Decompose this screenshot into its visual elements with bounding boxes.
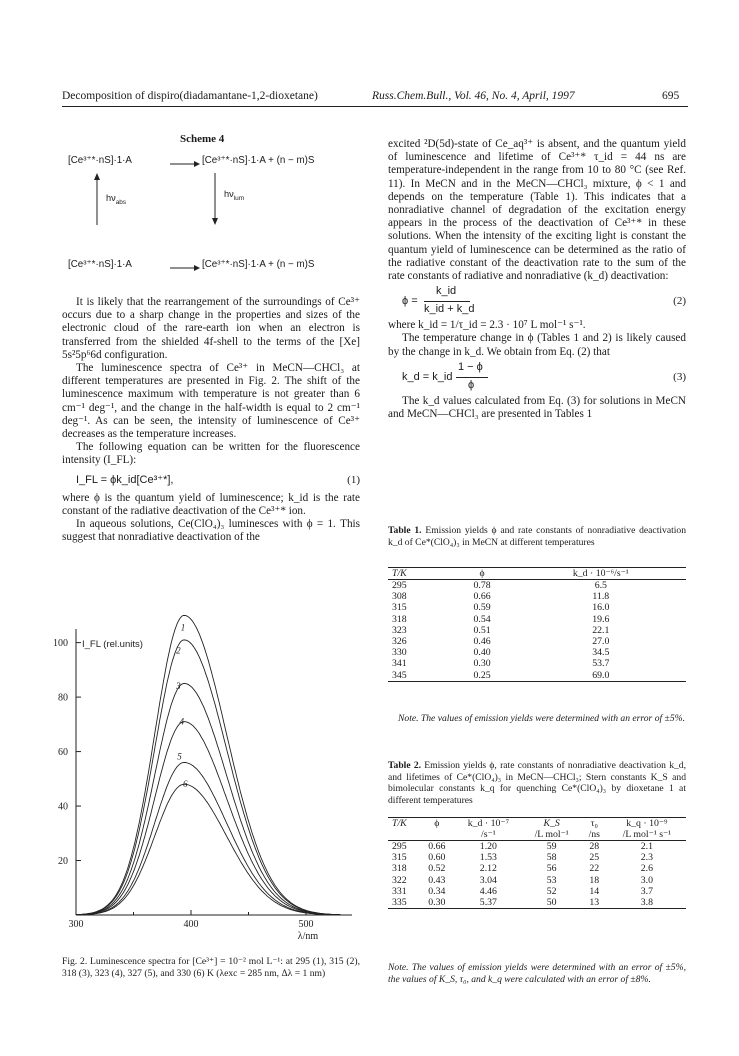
table-2-cell: 25 — [589, 852, 600, 864]
equation-3-numerator: 1 − ϕ — [458, 360, 483, 373]
table-2-subheader: /s⁻¹ — [481, 829, 496, 840]
table-2-row — [388, 852, 686, 863]
table-1-header-row — [388, 568, 686, 580]
y-tick-label: 100 — [53, 638, 68, 650]
table-2-row — [388, 841, 686, 853]
table-1-row — [388, 636, 686, 647]
table-1-cell: 0.66 — [473, 591, 491, 603]
table-1-caption — [388, 525, 686, 548]
table-2-cell: 13 — [589, 897, 600, 909]
table-2-cell: 335 — [392, 897, 407, 909]
y-axis-label: I_FL (rel.units) — [82, 639, 143, 650]
equation-1-number: (1) — [347, 473, 360, 486]
page-number: 695 — [662, 90, 680, 102]
table-2-header: T/K — [392, 818, 407, 829]
left-paragraph-2: The luminescence spectra of Ce³⁺ in MeCN—CHCl₃ at different temperatures are presented in Fig. 2. The shift of the luminescence maximum with temperature is not greater than 6 cm⁻¹ deg⁻¹, and the change in the half-width is equal to 2 cm⁻¹ deg⁻¹. As can be seen, the intensity of luminescence of Ce³⁺ decreases as the temperature increases. — [62, 362, 360, 441]
table-2-cell: 2.6 — [640, 863, 653, 875]
left-column — [62, 296, 360, 544]
table-2-header-row — [388, 818, 686, 830]
absorption-label-text: hν — [106, 193, 116, 203]
absorption-label-sub: abs — [115, 198, 127, 206]
absorption-arrow — [92, 173, 102, 225]
figure-caption: Fig. 2. Luminescence spectra for [Ce³⁺] = 10⁻² mol L⁻¹: at 295 (1), 315 (2), 318 (3), 323 (4), 327 (5), and 330 (6) K (λexc = 285 nm, Δλ = 1 nm) — [62, 956, 360, 979]
table-2-cell: 318 — [392, 863, 407, 875]
table-2-cell: 14 — [589, 885, 600, 897]
y-tick-label: 80 — [58, 692, 68, 704]
x-axis-label: λ/nm — [297, 931, 319, 942]
table-1-cell: 27.0 — [592, 636, 610, 648]
table-1-row — [388, 670, 686, 682]
scheme-top-arrow — [170, 159, 200, 169]
table-2-cell: 1.20 — [479, 841, 497, 852]
scheme-top-left: [Ce³⁺*·nS]·1·A — [68, 155, 132, 166]
table-2-subheader: /ns — [588, 829, 600, 840]
table-2-cell: 59 — [546, 841, 557, 852]
luminescence-label-text: hν — [224, 189, 234, 199]
table-2-cell: 315 — [392, 852, 407, 864]
luminescence-label-sub: lum — [233, 194, 245, 202]
table-2-row — [388, 886, 686, 897]
table-2-cell: 295 — [392, 841, 407, 852]
table-2-cell: 0.34 — [428, 885, 446, 897]
table-2-cell: 4.46 — [479, 885, 497, 897]
curve-label-6: 6 — [183, 778, 188, 789]
luminescence-chart — [30, 615, 370, 945]
table-1-row — [388, 614, 686, 625]
table-2-caption-label: Table 2. — [388, 760, 422, 771]
table-1-row — [388, 580, 686, 592]
scheme-title: Scheme 4 — [180, 133, 225, 145]
table-1-cell: 0.40 — [473, 647, 491, 659]
table-2-cell: 28 — [589, 841, 600, 852]
equation-3-number: (3) — [673, 370, 686, 383]
left-paragraph-4: where ϕ is the quantum yield of luminescence; k_id is the rate constant of the radiative deactivation of the Ce³⁺* ion. — [62, 491, 360, 517]
equation-3-denominator: ϕ — [468, 378, 475, 391]
table-1-cell: 0.46 — [473, 636, 491, 648]
table-1-cell: 308 — [392, 591, 407, 603]
table-2-cell: 0.66 — [428, 841, 446, 852]
curve-label-1: 1 — [180, 622, 186, 633]
equation-2-fraction-bar — [424, 301, 470, 302]
spectrum-curve-5 — [76, 763, 341, 915]
figure-2 — [30, 615, 370, 945]
scheme-4 — [62, 125, 372, 275]
y-tick-label: 40 — [58, 801, 68, 813]
table-1-row — [388, 647, 686, 658]
table-2-subheader — [388, 829, 419, 841]
table-1-row — [388, 602, 686, 613]
right-column — [388, 138, 686, 421]
luminescence-label — [224, 189, 245, 202]
equation-3-lhs: k_d = k_id — [402, 370, 453, 383]
y-tick-label: 20 — [58, 856, 68, 868]
table-1-header: k_d · 10⁻⁶/s⁻¹ — [572, 568, 629, 579]
equation-2 — [388, 283, 686, 319]
table-2-cell: 18 — [589, 874, 600, 886]
table-2-cell: 3.7 — [640, 885, 653, 897]
table-2-cell: 22 — [589, 863, 600, 875]
right-paragraph-1: excited ²D(5d)-state of Ce_aq³⁺ is absent, and the quantum yield of luminescence and lifetime of Ce³⁺* τ_id = 44 ns are temperature-independent in the range from 10 to 80 °C (see Ref. 11). In MeCN and in the MeCN—CHCl₃ mixture, ϕ < 1 and depends on the temperature (Table 1). This indicates that a nonradiative channel of degradation of the excitation energy appears in the process of the deactivation of Ce³⁺* in these solutions. When the intensity of the exciting light is constant the quantum yield of luminescence can be determined as the ratio of the radiative constant of the deactivation rate to the sum of the rate constants of radiative and nonradiative (k_d) deactivation: — [388, 138, 686, 283]
equation-1 — [62, 468, 360, 492]
table-1-cell: 318 — [392, 613, 407, 625]
table-2-cell: 331 — [392, 885, 407, 897]
table-2-caption — [388, 760, 686, 806]
table-1-cell: 19.6 — [592, 613, 610, 625]
table-2-cell: 5.37 — [479, 897, 497, 909]
curve-label-2: 2 — [176, 645, 181, 656]
x-tick-label: 500 — [298, 919, 314, 930]
equation-2-denominator: k_id + k_d — [424, 303, 475, 316]
table-2-note: Note. The values of emission yields were determined with an error of ±5%, the values of K_S, τ₀, and k_q were calculated with an error of ±8%. — [388, 962, 686, 985]
y-tick-label: 60 — [58, 747, 68, 759]
absorption-label — [106, 193, 127, 206]
journal-citation: Russ.Chem.Bull., Vol. 46, No. 4, April, 1997 — [372, 90, 575, 102]
spectrum-curve-4 — [76, 722, 341, 915]
table-1-cell: 0.78 — [473, 580, 491, 591]
table-2-cell: 0.43 — [428, 874, 446, 886]
table-1-cell: 330 — [392, 647, 407, 659]
table-2-cell: 56 — [546, 863, 557, 875]
table-2-row — [388, 897, 686, 909]
table-2-header: τ₀ — [590, 818, 598, 829]
table-2-header: ϕ — [434, 818, 440, 829]
table-1-cell: 11.8 — [592, 591, 610, 603]
table-2-cell: 58 — [546, 852, 557, 864]
table-1-cell: 341 — [392, 658, 407, 670]
running-head: Decomposition of dispiro(diadamantane-1,2-dioxetane) — [62, 90, 318, 102]
curve-label-5: 5 — [177, 751, 182, 762]
table-2-caption-text: Emission yields ϕ, rate constants of nonradiative deactivation k_d, and lifetimes of Ce*(ClO₄)₃ in MeCN—CHCl₃; Stern constants K_S and bimolecular constants k_q for quenching Ce*(ClO₄)₃ by dioxetane 1 at different temperatures — [388, 760, 686, 806]
table-2-header: K_S — [543, 818, 560, 829]
table-1-cell: 53.7 — [592, 658, 610, 670]
equation-2-lhs: ϕ = — [402, 295, 418, 308]
table-1-cell: 22.1 — [592, 624, 610, 636]
spectrum-curve-1 — [76, 615, 341, 914]
table-2 — [388, 817, 686, 909]
table-2-cell: 3.04 — [479, 874, 497, 886]
table-2-cell: 52 — [546, 885, 557, 897]
table-1-cell: 69.0 — [592, 669, 610, 681]
table-2-cell: 0.52 — [428, 863, 446, 875]
table-2-subheader: /L mol⁻¹ — [534, 829, 569, 840]
table-2-cell: 0.60 — [428, 852, 446, 864]
header-rule — [62, 106, 688, 107]
equation-3-fraction-bar — [456, 377, 488, 378]
x-tick-label: 400 — [183, 919, 199, 930]
table-2-header: k_d · 10⁻⁷ — [467, 818, 509, 829]
table-2-subheader — [419, 829, 454, 841]
table-1-cell: 0.59 — [473, 602, 491, 614]
curve-label-4: 4 — [179, 716, 185, 727]
table-1-caption-text: Emission yields ϕ and rate constants of nonradiative deactivation k_d of Ce*(ClO₄)₃ in MeCN at different temperatures — [388, 525, 687, 548]
table-2-subheader: /L mol⁻¹ s⁻¹ — [622, 829, 672, 840]
scheme-bottom-right: [Ce³⁺*·nS]·1·A + (n − m)S — [202, 259, 315, 270]
scheme-top-right: [Ce³⁺*·nS]·1·A + (n − m)S — [202, 155, 315, 166]
left-paragraph-5: In aqueous solutions, Ce(ClO₄)₃ luminesces with ϕ = 1. This suggest that nonradiative deactivation of the — [62, 518, 360, 544]
table-2-cell: 2.12 — [479, 863, 497, 875]
table-1-cell: 326 — [392, 636, 407, 648]
left-paragraph-3: The following equation can be written for the fluorescence intensity (I_FL): — [62, 441, 360, 467]
left-paragraph-1: It is likely that the rearrangement of the surroundings of Ce³⁺ occurs due to a sharp change in the properties and sizes of the electronic cloud of the rare-earth ion when an electron is transferred from the shielded 4f-shell to the terms of the [Xe] 5s²5p⁶6d configuration. — [62, 296, 360, 361]
right-paragraph-4: The k_d values calculated from Eq. (3) for solutions in MeCN and MeCN—CHCl₃ are presented in Tables 1 — [388, 394, 686, 421]
right-paragraph-2: where k_id = 1/τ_id = 2.3 · 10⁷ L mol⁻¹ s⁻¹. — [388, 319, 586, 332]
table-1-cell: 16.0 — [592, 602, 610, 614]
table-2-cell: 3.8 — [640, 897, 653, 909]
table-2-subheader-row — [388, 829, 686, 841]
right-paragraph-3: The temperature change in ϕ (Tables 1 and 2) is likely caused by the change in k_d. We obtain from Eq. (2) that — [388, 332, 686, 358]
table-2-row — [388, 863, 686, 874]
table-2-cell: 2.1 — [640, 841, 653, 852]
scheme-bottom-arrow — [170, 263, 200, 273]
luminescence-arrow — [210, 173, 220, 225]
equation-1-body: I_FL = ϕk_id[Ce³⁺*], — [76, 473, 174, 486]
table-2-cell: 322 — [392, 874, 407, 886]
table-2-header: k_q · 10⁻⁹ — [626, 818, 668, 829]
table-1-row — [388, 658, 686, 669]
spectrum-curve-3 — [76, 684, 341, 915]
table-1-row — [388, 591, 686, 602]
table-1-header: T/K — [392, 568, 407, 579]
table-1-cell: 0.30 — [473, 658, 491, 670]
table-1-cell: 6.5 — [594, 580, 607, 591]
table-1-cell: 0.54 — [473, 613, 491, 625]
table-1-cell: 315 — [392, 602, 407, 614]
table-1-cell: 295 — [392, 580, 407, 591]
table-2-cell: 1.53 — [479, 852, 497, 864]
table-1-caption-label: Table 1. — [388, 525, 422, 536]
table-2-cell: 2.3 — [640, 852, 653, 864]
table-2-cell: 53 — [546, 874, 557, 886]
equation-3 — [388, 359, 686, 395]
table-1-header: ϕ — [479, 568, 485, 579]
table-1-cell: 345 — [392, 669, 407, 681]
x-tick-label: 300 — [68, 919, 84, 930]
scheme-bottom-left: [Ce³⁺*·nS]·1·A — [68, 259, 132, 270]
table-1-row — [388, 625, 686, 636]
table-2-cell: 0.30 — [428, 897, 446, 909]
table-1-note: Note. The values of emission yields were determined with an error of ±5%. — [398, 713, 686, 724]
table-1-cell: 34.5 — [592, 647, 610, 659]
table-1-cell: 0.25 — [473, 669, 491, 681]
table-1-cell: 323 — [392, 624, 407, 636]
table-1-cell: 0.51 — [473, 624, 491, 636]
table-2-cell: 50 — [546, 897, 557, 909]
table-1 — [388, 567, 686, 682]
spectrum-curve-2 — [76, 640, 341, 915]
equation-2-number: (2) — [673, 295, 686, 308]
curve-label-3: 3 — [176, 680, 181, 691]
equation-2-numerator: k_id — [436, 285, 457, 298]
table-2-row — [388, 875, 686, 886]
table-2-cell: 3.0 — [640, 874, 653, 886]
